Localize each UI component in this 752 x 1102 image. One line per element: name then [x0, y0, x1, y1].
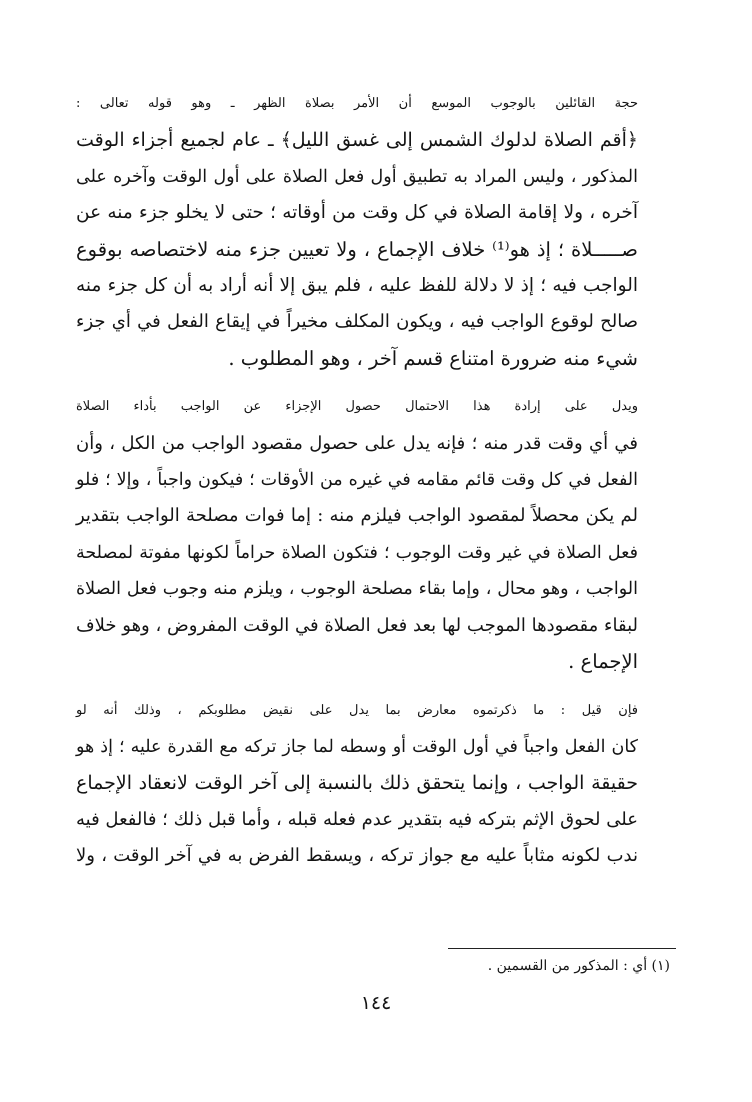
text-line: صالح لوقوع الواجب فيه ، ويكون المكلف مخيراً في إيقاع الفعل في أي جزء — [76, 311, 638, 333]
text-line: فإن قيل : ما ذكرتموه معارض بما يدل على نقيض مطلوبكم ، وذلك أنه لو — [76, 702, 638, 718]
text-line: ويدل على إرادة هذا الاحتمال حصول الإجزاء عن الواجب بأداء الصلاة — [76, 399, 638, 415]
page-body — [76, 86, 676, 875]
text-line: على لحوق الإثم بتركه فيه بتقدير عدم فعله قبله ، وأما قبل ذلك ؛ فالفعل فيه — [76, 808, 638, 830]
footnote: (١) أي : المذكور من القسمين . — [487, 958, 670, 974]
text-line: ﴿أقم الصلاة لدلوك الشمس إلى غسق الليل﴾ ـ عام لجميع أجزاء الوقت — [76, 129, 638, 152]
text-line: ندب لكونه مثاباً عليه مع جواز تركه ، ويسقط الفرض به في آخر الوقت ، ولا — [76, 845, 638, 867]
text-line: شيء منه ضرورة امتناع قسم آخر ، وهو المطلوب . — [228, 346, 638, 370]
paragraph-1 — [76, 86, 676, 377]
text-line: لم يكن محصلاً لمقصود الواجب فيلزم منه : إما فوات مصلحة الواجب بتقدير — [76, 505, 638, 527]
text-line: الفعل في كل وقت قائم مقامه في غيره من الأوقات ؛ فيكون واجباً ، وإلا ؛ فلو — [76, 470, 638, 491]
footnote-divider — [448, 948, 676, 949]
text-line: الإجماع . — [568, 650, 638, 674]
paragraph-3 — [76, 693, 676, 875]
text-line: المذكور ، وليس المراد به تطبيق أول فعل الصلاة على أول الوقت وآخره على — [76, 166, 638, 187]
text-line: فعل الصلاة في غير وقت الوجوب ؛ فتكون الصلاة حراماً لكونها مفوتة لمصلحة — [76, 542, 638, 563]
text-line: الواجب ، وهو محال ، وإما بقاء مصلحة الوجوب ، ويلزم منه وجوب فعل الصلاة — [76, 579, 638, 600]
text-line: كان الفعل واجباً في أول الوقت أو وسطه لما جاز تركه مع القدرة عليه ؛ إذ هو — [76, 736, 638, 757]
text-line: حجة القائلين بالوجوب الموسع أن الأمر بصلاة الظهر ـ وهو قوله تعالى : — [76, 96, 638, 111]
paragraph-2 — [76, 389, 676, 680]
text-line: آخره ، ولا إقامة الصلاة في كل وقت من أوقاته ؛ حتى لا يخلو جزء منه عن — [76, 202, 638, 224]
page-number: ١٤٤ — [360, 992, 392, 1014]
text-line: لبقاء مقصودها الموجب لها بعد فعل الصلاة في الوقت المفروض ، وهو خلاف — [76, 614, 638, 636]
text-line: الواجب فيه ؛ إذ لا دلالة للفظ عليه ، فلم يبق إلا أنه أراد به أن كل جزء منه — [76, 275, 638, 297]
text-line: حقيقة الواجب ، وإنما يتحقق ذلك بالنسبة إلى آخر الوقت لانعقاد الإجماع — [76, 772, 638, 795]
text-line: صـــــلاة ؛ إذ هو⁽¹⁾ خلاف الإجماع ، ولا تعيين جزء منه لاختصاصه بوقوع — [76, 237, 638, 261]
text-line: في أي وقت قدر منه ؛ فإنه يدل على حصول مقصود الواجب من الكل ، وأن — [76, 432, 638, 454]
